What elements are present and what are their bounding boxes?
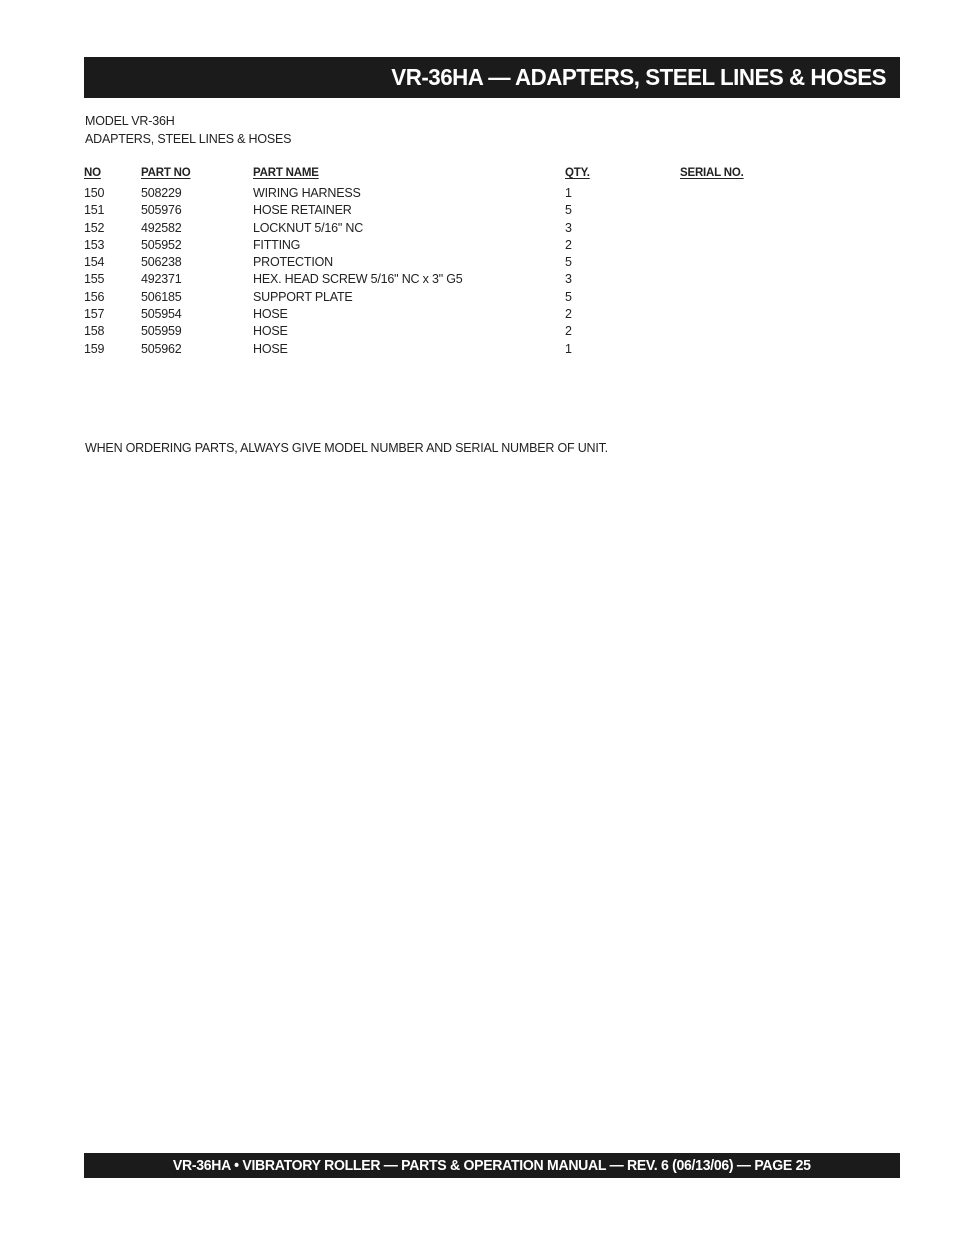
page-title: VR-36HA — ADAPTERS, STEEL LINES & HOSES — [391, 64, 886, 90]
cell-no: 157 — [84, 307, 105, 322]
cell-serial-no — [680, 289, 900, 306]
cell-part-no: 508229 — [141, 186, 182, 200]
cell-part-no: 505959 — [141, 324, 182, 339]
cell-serial-no — [680, 237, 900, 254]
cell-no: 151 — [84, 203, 105, 218]
cell-qty: 5 — [565, 203, 572, 218]
footer-text: VR-36HA • VIBRATORY ROLLER — PARTS & OPERATION MANUAL — REV. 6 (06/13/06) — PAGE 25 — [173, 1157, 811, 1174]
model-line: MODEL VR-36H — [85, 114, 175, 128]
cell-qty: 5 — [565, 255, 572, 270]
cell-qty: 2 — [565, 307, 572, 322]
col-header-qty: QTY. — [565, 167, 590, 179]
cell-serial-no — [680, 323, 900, 340]
cell-part-no: 506185 — [141, 289, 182, 304]
cell-part-name: WIRING HARNESS — [253, 186, 361, 200]
table-row — [84, 202, 900, 219]
table-row — [84, 289, 900, 306]
cell-part-no: 492582 — [141, 220, 182, 235]
table-row — [84, 341, 900, 358]
cell-part-name: HOSE — [253, 324, 288, 339]
cell-serial-no — [680, 254, 900, 271]
cell-no: 159 — [84, 341, 105, 356]
cell-qty: 3 — [565, 220, 572, 235]
table-row — [84, 237, 900, 254]
cell-part-no: 505962 — [141, 341, 182, 356]
cell-part-name: HOSE — [253, 307, 288, 322]
cell-qty: 2 — [565, 324, 572, 339]
cell-serial-no — [680, 271, 900, 288]
cell-part-no: 492371 — [141, 272, 182, 287]
cell-no: 155 — [84, 272, 105, 287]
table-row — [84, 185, 900, 202]
cell-part-name: HEX. HEAD SCREW 5/16" NC x 3" G5 — [253, 272, 463, 287]
cell-serial-no — [680, 185, 900, 202]
cell-part-name: HOSE RETAINER — [253, 203, 352, 218]
model-block — [85, 112, 291, 148]
table-row — [84, 220, 900, 237]
table-row — [84, 271, 900, 288]
cell-part-name: HOSE — [253, 341, 288, 356]
cell-qty: 1 — [565, 186, 572, 200]
parts-table — [84, 167, 900, 358]
cell-no: 156 — [84, 289, 105, 304]
cell-qty: 1 — [565, 341, 572, 356]
page-footer-bar — [84, 1153, 900, 1178]
cell-part-no: 505952 — [141, 237, 182, 252]
cell-part-no: 506238 — [141, 255, 182, 270]
cell-part-name: LOCKNUT 5/16" NC — [253, 220, 364, 235]
col-header-part-name: PART NAME — [253, 167, 319, 179]
cell-serial-no — [680, 202, 900, 219]
col-header-serial-no: SERIAL NO. — [680, 167, 744, 179]
cell-qty: 3 — [565, 272, 572, 287]
cell-no: 158 — [84, 324, 105, 339]
cell-qty: 5 — [565, 289, 572, 304]
col-header-no: NO — [84, 167, 101, 179]
subtitle-line: ADAPTERS, STEEL LINES & HOSES — [85, 132, 292, 146]
table-row — [84, 306, 900, 323]
cell-serial-no — [680, 220, 900, 237]
col-header-part-no: PART NO — [141, 167, 191, 179]
cell-no: 153 — [84, 237, 105, 252]
table-header-row — [84, 167, 900, 185]
cell-serial-no — [680, 341, 900, 358]
cell-part-no: 505976 — [141, 203, 182, 218]
ordering-note: WHEN ORDERING PARTS, ALWAYS GIVE MODEL NUMBER AND SERIAL NUMBER OF UNIT. — [85, 441, 608, 455]
cell-part-name: FITTING — [253, 237, 301, 252]
table-row — [84, 254, 900, 271]
cell-part-no: 505954 — [141, 307, 182, 322]
cell-no: 152 — [84, 220, 105, 235]
cell-serial-no — [680, 306, 900, 323]
cell-no: 150 — [84, 186, 105, 200]
cell-qty: 2 — [565, 237, 572, 252]
table-row — [84, 323, 900, 340]
page-header-bar — [84, 57, 900, 98]
cell-part-name: SUPPORT PLATE — [253, 289, 353, 304]
cell-part-name: PROTECTION — [253, 255, 333, 270]
cell-no: 154 — [84, 255, 105, 270]
